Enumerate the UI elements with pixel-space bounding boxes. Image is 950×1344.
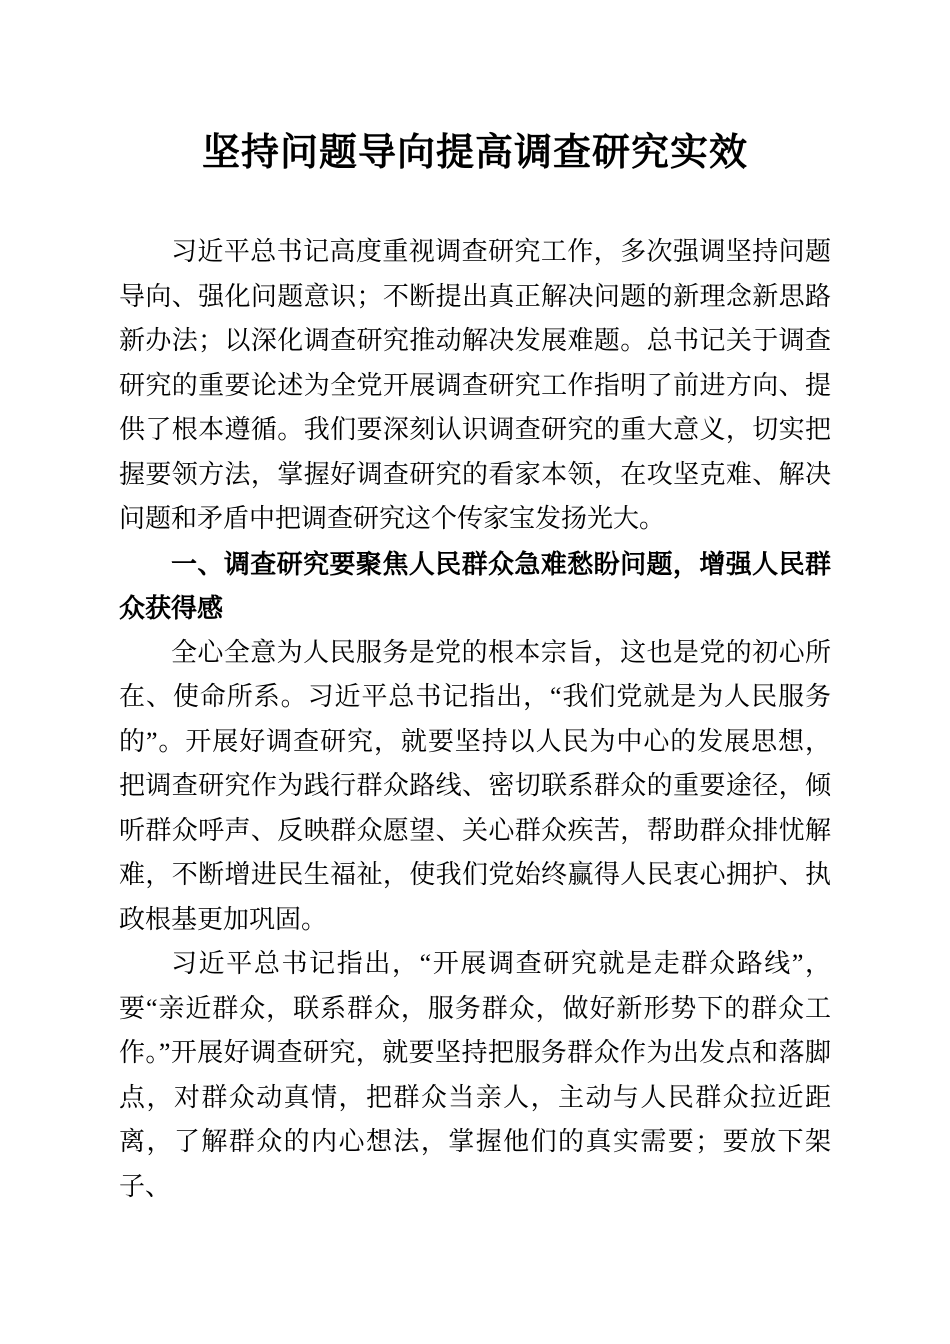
document-title: 坚持问题导向提高调查研究实效 [201, 132, 748, 174]
paragraph-intro: 习近平总书记高度重视调查研究工作，多次强调坚持问题导向、强化问题意识；不断提出真正解决问题的新理念新思路新办法；以深化调查研究推动解决发展难题。总书记关于调查研究的重要论述为全党开展调查研究工作指明了前进方向、提供了根本遵循。我们要深刻认识调查研究的重大意义，切实把握要领方法，掌握好调查研究的看家本领，在攻坚克难、解决问题和矛盾中把调查研究这个传家宝发扬光大。 [119, 237, 831, 533]
paragraph-serve-people: 全心全意为人民服务是党的根本宗旨，这也是党的初心所在、使命所系。习近平总书记指出，“我们党就是为人民服务的”。开展好调查研究，就要坚持以人民为中心的发展思想，把调查研究作为践行群众路线、密切联系群众的重要途径，倾听群众呼声、反映群众愿望、关心群众疾苦，帮助群众排忧解难，不断增进民生福祉，使我们党始终赢得人民衷心拥护、执政根基更加巩固。 [119, 637, 831, 934]
paragraph-mass-line: 习近平总书记指出，“开展调查研究就是走群众路线”，要“亲近群众，联系群众，服务群众，做好新形势下的群众工作。”开展好调查研究，就要坚持把服务群众作为出发点和落脚点，对群众动真情，把群众当亲人，主动与人民群众拉近距离，了解群众的内心想法，掌握他们的真实需要；要放下架子、 [119, 949, 831, 1201]
section-heading-1: 一、调查研究要聚焦人民群众急难愁盼问题，增强人民群众获得感 [119, 548, 831, 623]
